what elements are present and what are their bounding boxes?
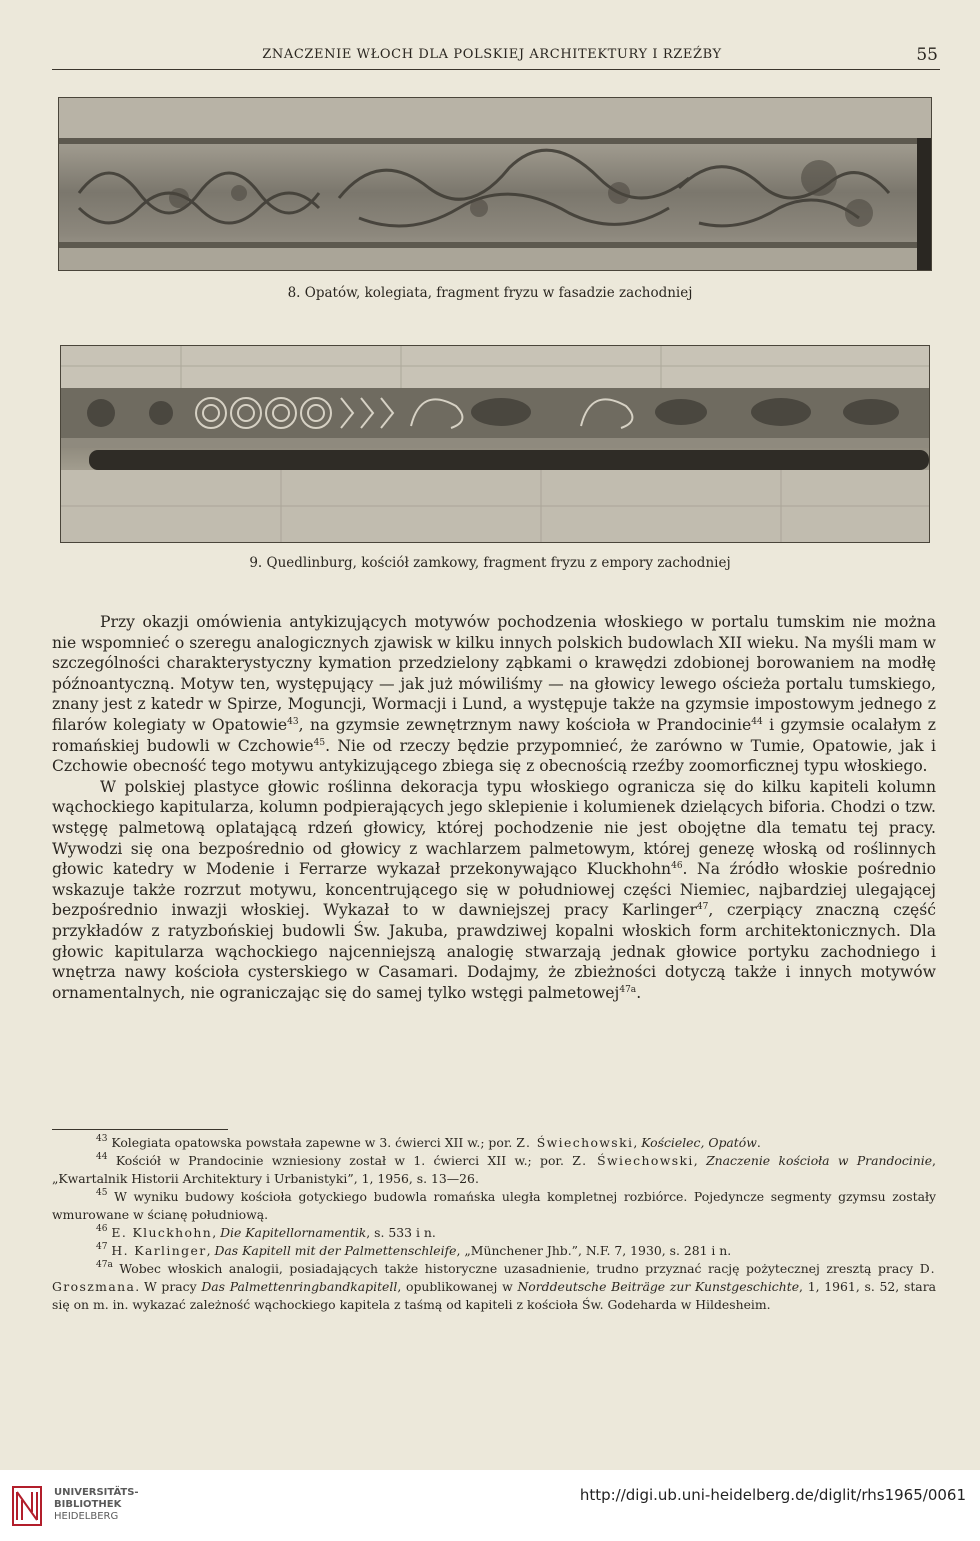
footnote-45: $^{45}$ W wyniku budowy kościoła gotyckiego budowla romańska uległa kompletnej rozbiórce. Pojedyncze segmenty gzymsu zostały wmurowane w ścianę południową. — [52, 1188, 936, 1222]
figure-9-caption: 9. Quedlinburg, kościół zamkowy, fragment fryzu z empory zachodniej — [249, 555, 731, 571]
footnote-ref-43: 43 — [287, 716, 299, 727]
library-name: UNIVERSITÄTS- BIBLIOTHEK HEIDELBERG — [54, 1487, 139, 1522]
viewer-footer — [0, 1470, 980, 1541]
footnote-ref-47: 47 — [696, 902, 709, 913]
figure-8-caption: 8. Opatów, kolegiata, fragment fryzu w fasadzie zachodniej — [287, 285, 693, 301]
figure-9-photo — [60, 345, 930, 543]
footnote-44: $^{44}$ Kościół w Prandocinie wzniesiony został w 1. ćwierci XII w.; por. Z. Świechowski, Znaczenie kościoła w Prandocinie, „Kwartalnik Historii Architektury i Urbanistyki”, 1, 1956, s. 13—26. — [52, 1152, 936, 1186]
footnote-ref-46: 46 — [671, 861, 683, 872]
footnote-47: $^{47}$ H. Karlinger, Das Kapitell mit der Palmettenschleife, „Münchener Jhb.”, N.F. 7, 1930, s. 281 i n. — [96, 1242, 732, 1258]
footnotes — [52, 1134, 936, 1314]
paragraph-1: Przy okazji omówienia antykizujących motywów pochodzenia włoskiego w portalu tumskim nie można nie wspomnieć o szeregu analogicznych zjawisk w kilku innych polskich budowlach XII wieku. Na myśli mam w szczególności charakterystyczny kymation przedzielony ząbkami o krawędzi zdobionej borowaniem na modłę późnoantyczną. Motyw ten, występujący — jak już mówiliśmy — na głowicy lewego ościeża portalu tumskiego, znany jest z katedr w Spirze, Moguncji, Wormacji i Lund, a występuje także na gzymsie impostowym jednego z filarów kolegiaty w Opatowie$^{43}$, na gzymsie zewnętrznym nawy kościoła w Prandocinie$^{44}$ i gzymsie ocalałym z romańskiej budowli w Czchowie$^{45}$. Nie od rzeczy będzie przypomnieć, że zarówno w Tumie, Opatowie, jak i Czchowie obecność tego motywu antykizującego zbiega się z obecnością rzeźby zoomorficznej typu włoskiego. — [52, 613, 936, 776]
frieze-opatow-illustration — [59, 98, 931, 270]
frieze-quedlinburg-illustration — [61, 346, 929, 542]
body-text — [52, 612, 936, 1003]
permalink-url[interactable]: http://digi.ub.uni-heidelberg.de/diglit/rhs1965/0061 — [579, 1486, 966, 1504]
footnote-ref-44: 44 — [751, 716, 763, 727]
paragraph-2: W polskiej plastyce głowic roślinna dekoracja typu włoskiego ogranicza się do kilku kapiteli kolumn wąchockiego kapitularza, kolumn podpierających jego sklepienie i kolumienek dzielących biforia. Chodzi o tzw. wstęgę palmetową oplatającą rdzeń głowicy, której pochodzenie nie jest obojętne dla tematu tej pracy. Wywodzi się ona bezpośrednio od głowicy z wachlarzem palmetowym, której genezę włoską od roślinnych głowic katedry w Modenie i Ferrarze wykazał przekonywająco Kluckhohn$^{46}$. Na źródło włoskie pośrednio wskazuje także rozrzut motywu, koncentrującego się w południowej części Niemiec, najbardziej ulegającej bezpośrednio inwazji włoskiej. Wykazał to w dawniejszej pracy Karlinger$^{47}$, czerpiący znaczną część przykładów z ratyzbońskiej budowli Św. Jakuba, prawdziwej kopalni włoskich form architektonicznych. Dla głowic kapitularza wąchockiego najcenniejszą analogię stwarzają jednak głowice portyku zachodniego i wnętrza nawy kościoła cysterskiego w Casamari. Dodajmy, że zbieżności dotyczą także i innych motywów ornamentalnych, nie ograniczając się do samej tylko wstęgi palmetowej$^{47a}$. — [52, 777, 937, 1002]
footnote-47a: $^{47a}$ Wobec włoskich analogii, posiadających także historyczne uzasadnienie, trudno przyznać rację pożytecznej zresztą pracy D. Groszmana. W pracy Das Palmettenringbandkapitell, opublikowanej w Norddeutsche Beiträge zur Kunstgeschichte, 1, 1961, s. 52, stara się on m. in. wykazać zależność wąchockiego kapitela z taśmą od kapiteli z kościoła Św. Godeharda w Hildesheim. — [52, 1260, 936, 1312]
page-number: 55 — [916, 45, 938, 65]
figure-8-photo — [58, 97, 932, 271]
footnote-43: $^{43}$ Kolegiata opatowska powstała zapewne w 3. ćwierci XII w.; por. Z. Świechowski, Kościelec, Opatów. — [96, 1134, 761, 1150]
footnote-46: $^{46}$ E. Kluckhohn, Die Kapitellornamentik, s. 533 i n. — [96, 1224, 436, 1240]
footnote-ref-45: 45 — [313, 737, 326, 748]
footnote-ref-47a: 47a — [619, 984, 637, 995]
running-title: ZNACZENIE WŁOCH DLA POLSKIEJ ARCHITEKTURY I RZEŹBY — [262, 47, 722, 62]
header-rule — [52, 69, 940, 70]
footnote-rule — [52, 1129, 228, 1130]
library-seal-icon — [12, 1486, 42, 1526]
